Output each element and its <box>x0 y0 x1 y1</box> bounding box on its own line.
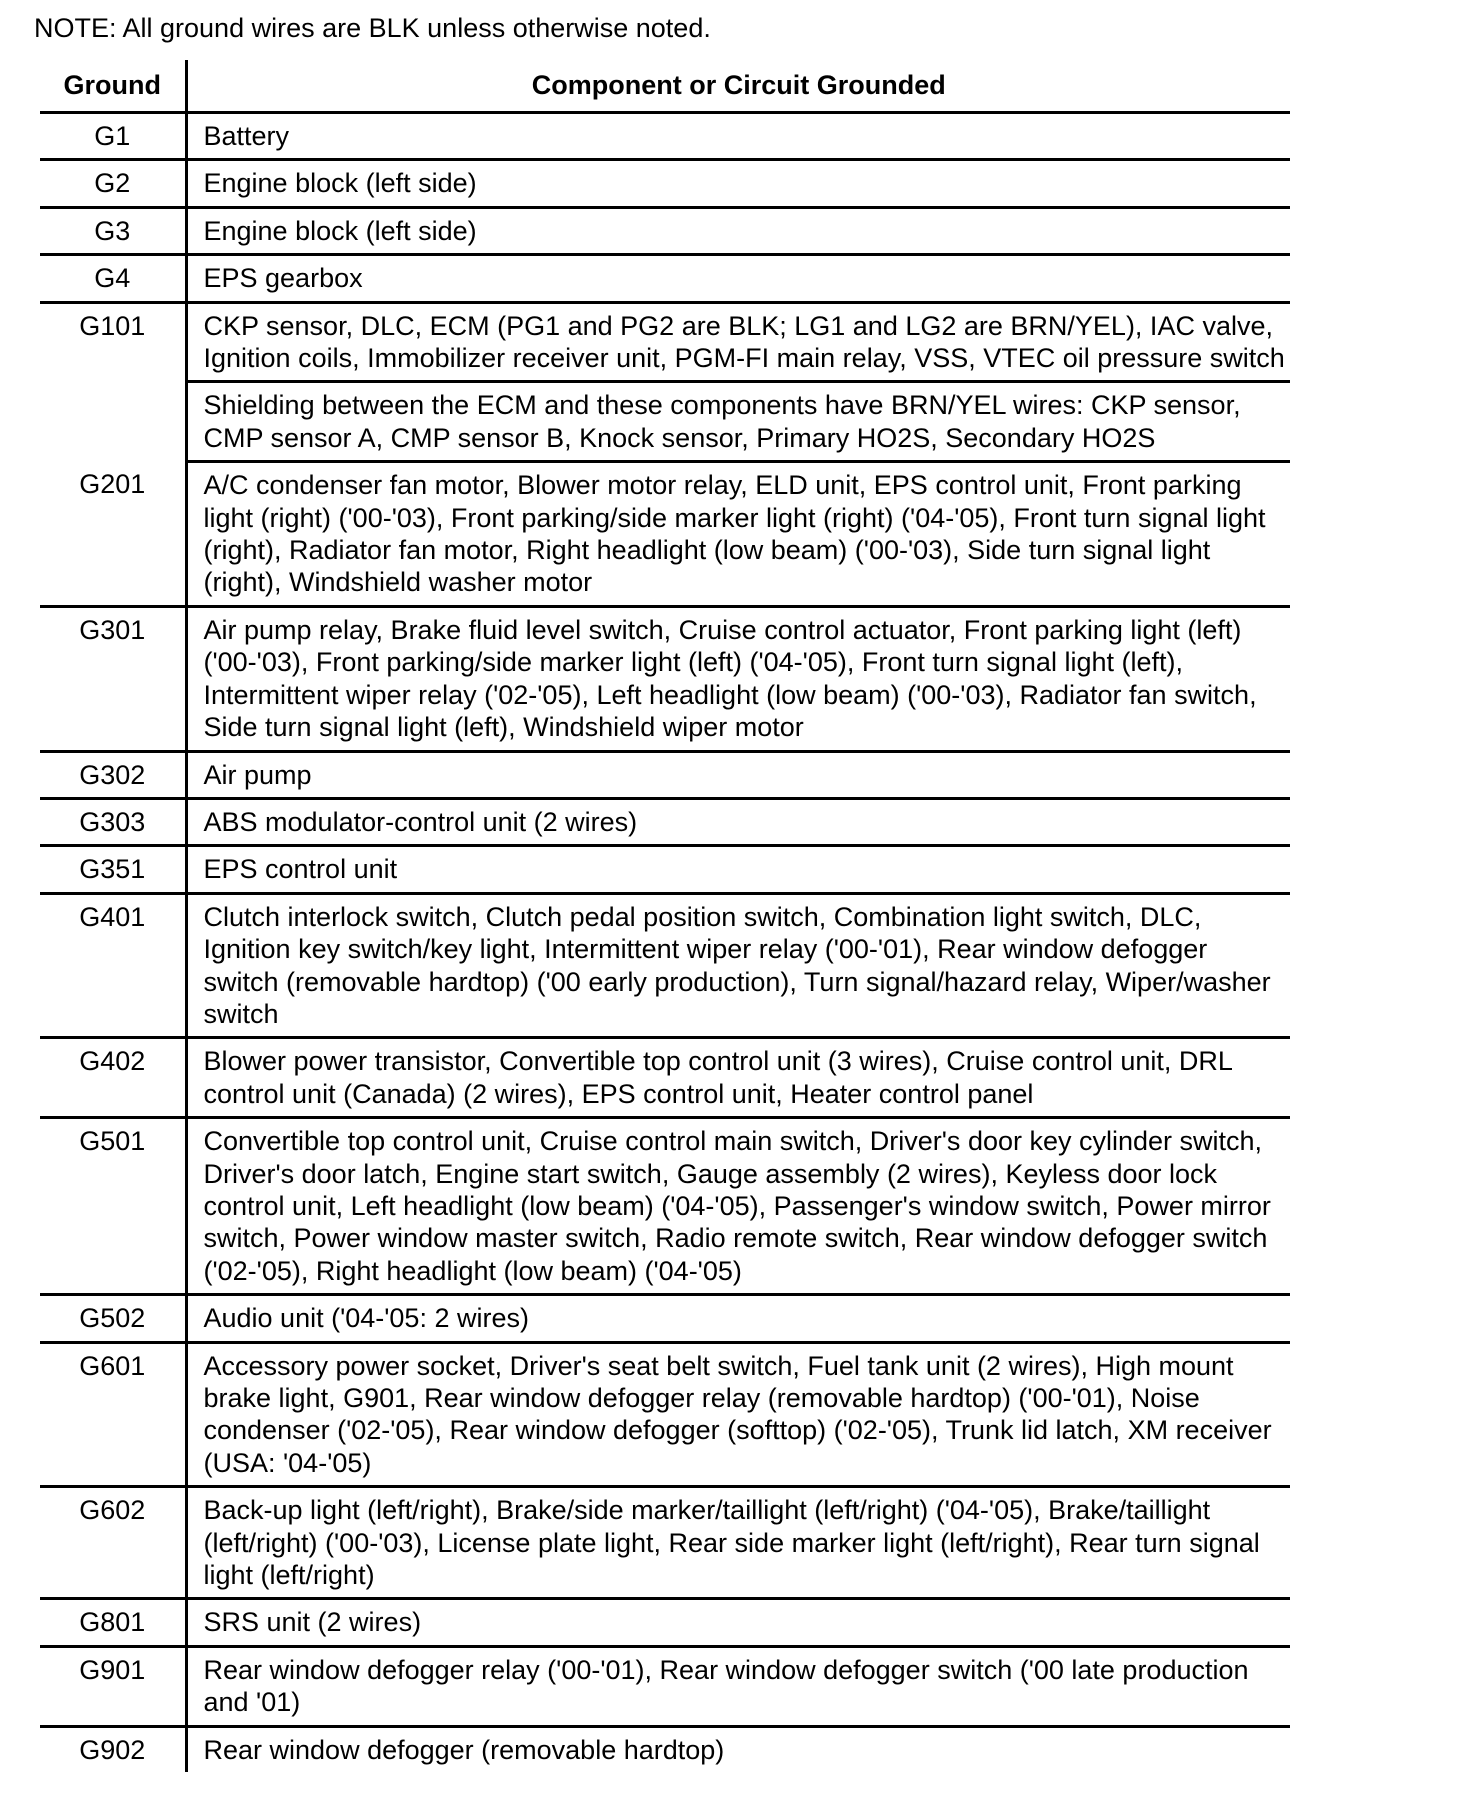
component-cell: Audio unit ('04-'05: 2 wires) <box>186 1295 1290 1342</box>
ground-id: G1 <box>40 113 186 160</box>
ground-id: G201 <box>40 462 186 607</box>
table-row <box>40 893 1290 1038</box>
component-cell: ABS modulator-control unit (2 wires) <box>186 798 1290 845</box>
ground-id: G602 <box>40 1487 186 1599</box>
table-row <box>40 1726 1290 1772</box>
ground-id: G801 <box>40 1599 186 1646</box>
table-row <box>40 1295 1290 1342</box>
table-row <box>40 846 1290 893</box>
table-row <box>40 798 1290 845</box>
note-text: NOTE: All ground wires are BLK unless otherwise noted. <box>34 13 711 43</box>
ground-id: G501 <box>40 1118 186 1295</box>
component-cell: Blower power transistor, Convertible top control unit (3 wires), Cruise control unit, DRL control unit (Canada) (2 wires), EPS control unit, Heater control panel <box>186 1038 1290 1118</box>
ground-id: G902 <box>40 1726 186 1772</box>
component-cell: Rear window defogger relay ('00-'01), Rear window defogger switch ('00 late production and '01) <box>186 1646 1290 1726</box>
component-cell: Engine block (left side) <box>186 160 1290 207</box>
component-cell: Air pump <box>186 751 1290 798</box>
ground-id: G901 <box>40 1646 186 1726</box>
component-cell: Clutch interlock switch, Clutch pedal position switch, Combination light switch, DLC, Ignition key switch/key light, Intermittent wiper relay ('00-'01), Rear window defogger switch (removable hardtop) ('00 early production), Turn signal/hazard relay, Wiper/washer switch <box>186 893 1290 1038</box>
table-row <box>40 606 1290 751</box>
ground-id: G401 <box>40 893 186 1038</box>
table-row <box>40 382 1290 462</box>
component-cell: EPS gearbox <box>186 255 1290 302</box>
table-row <box>40 207 1290 254</box>
ground-id: G3 <box>40 207 186 254</box>
ground-id: G101 <box>40 302 186 462</box>
component-cell: Shielding between the ECM and these components have BRN/YEL wires: CKP sensor, CMP sensor A, CMP sensor B, Knock sensor, Primary HO2S, Secondary HO2S <box>186 382 1290 462</box>
table-row <box>40 1342 1290 1487</box>
table-header-row <box>40 60 1290 113</box>
component-column-header: Component or Circuit Grounded <box>186 60 1290 113</box>
ground-column-header: Ground <box>40 60 186 113</box>
component-cell: Battery <box>186 113 1290 160</box>
ground-id: G601 <box>40 1342 186 1487</box>
ground-table <box>40 60 1290 1772</box>
component-cell: A/C condenser fan motor, Blower motor relay, ELD unit, EPS control unit, Front parking light (right) ('00-'03), Front parking/side marker light (right) ('04-'05), Front turn signal light (right), Radiator fan motor, Right headlight (low beam) ('00-'03), Side turn signal light (right), Windshield washer motor <box>186 462 1290 607</box>
ground-id: G4 <box>40 255 186 302</box>
component-cell: EPS control unit <box>186 846 1290 893</box>
component-cell: Air pump relay, Brake fluid level switch, Cruise control actuator, Front parking light (left) ('00-'03), Front parking/side marker light (left) ('04-'05), Front turn signal light (left), Intermittent wiper relay ('02-'05), Left headlight (low beam) ('00-'03), Radiator fan switch, Side turn signal light (left), Windshield wiper motor <box>186 606 1290 751</box>
ground-id: G302 <box>40 751 186 798</box>
table-row <box>40 1118 1290 1295</box>
table-row <box>40 1599 1290 1646</box>
ground-id: G402 <box>40 1038 186 1118</box>
table-row <box>40 113 1290 160</box>
table-row <box>40 302 1290 382</box>
table-row <box>40 1487 1290 1599</box>
ground-id: G2 <box>40 160 186 207</box>
component-cell: SRS unit (2 wires) <box>186 1599 1290 1646</box>
component-cell: Accessory power socket, Driver's seat belt switch, Fuel tank unit (2 wires), High mount brake light, G901, Rear window defogger relay (removable hardtop) ('00-'01), Noise condenser ('02-'05), Rear window defogger (softtop) ('02-'05), Trunk lid latch, XM receiver (USA: '04-'05) <box>186 1342 1290 1487</box>
table-row <box>40 1038 1290 1118</box>
component-cell: Rear window defogger (removable hardtop) <box>203 1734 725 1765</box>
component-cell: CKP sensor, DLC, ECM (PG1 and PG2 are BLK; LG1 and LG2 are BRN/YEL), IAC valve, Ignition coils, Immobilizer receiver unit, PGM-FI main relay, VSS, VTEC oil pressure switch <box>186 302 1290 382</box>
table-body <box>40 113 1290 1773</box>
ground-id: G502 <box>40 1295 186 1342</box>
table-row <box>40 255 1290 302</box>
table-row <box>40 1646 1290 1726</box>
component-cell: Convertible top control unit, Cruise control main switch, Driver's door key cylinder switch, Driver's door latch, Engine start switch, Gauge assembly (2 wires), Keyless door lock control unit, Left headlight (low beam) ('04-'05), Passenger's window switch, Power mirror switch, Power window master switch, Radio remote switch, Rear window defogger switch ('02-'05), Right headlight (low beam) ('04-'05) <box>186 1118 1290 1295</box>
table-row <box>40 462 1290 607</box>
table-row <box>40 160 1290 207</box>
ground-id: G303 <box>40 798 186 845</box>
ground-id: G351 <box>40 846 186 893</box>
component-cell: Engine block (left side) <box>186 207 1290 254</box>
table-row <box>40 751 1290 798</box>
component-cell: Back-up light (left/right), Brake/side marker/taillight (left/right) ('04-'05), Brake/taillight (left/right) ('00-'03), License plate light, Rear side marker light (left/right), Rear turn signal light (left/right) <box>186 1487 1290 1599</box>
ground-id: G301 <box>40 606 186 751</box>
